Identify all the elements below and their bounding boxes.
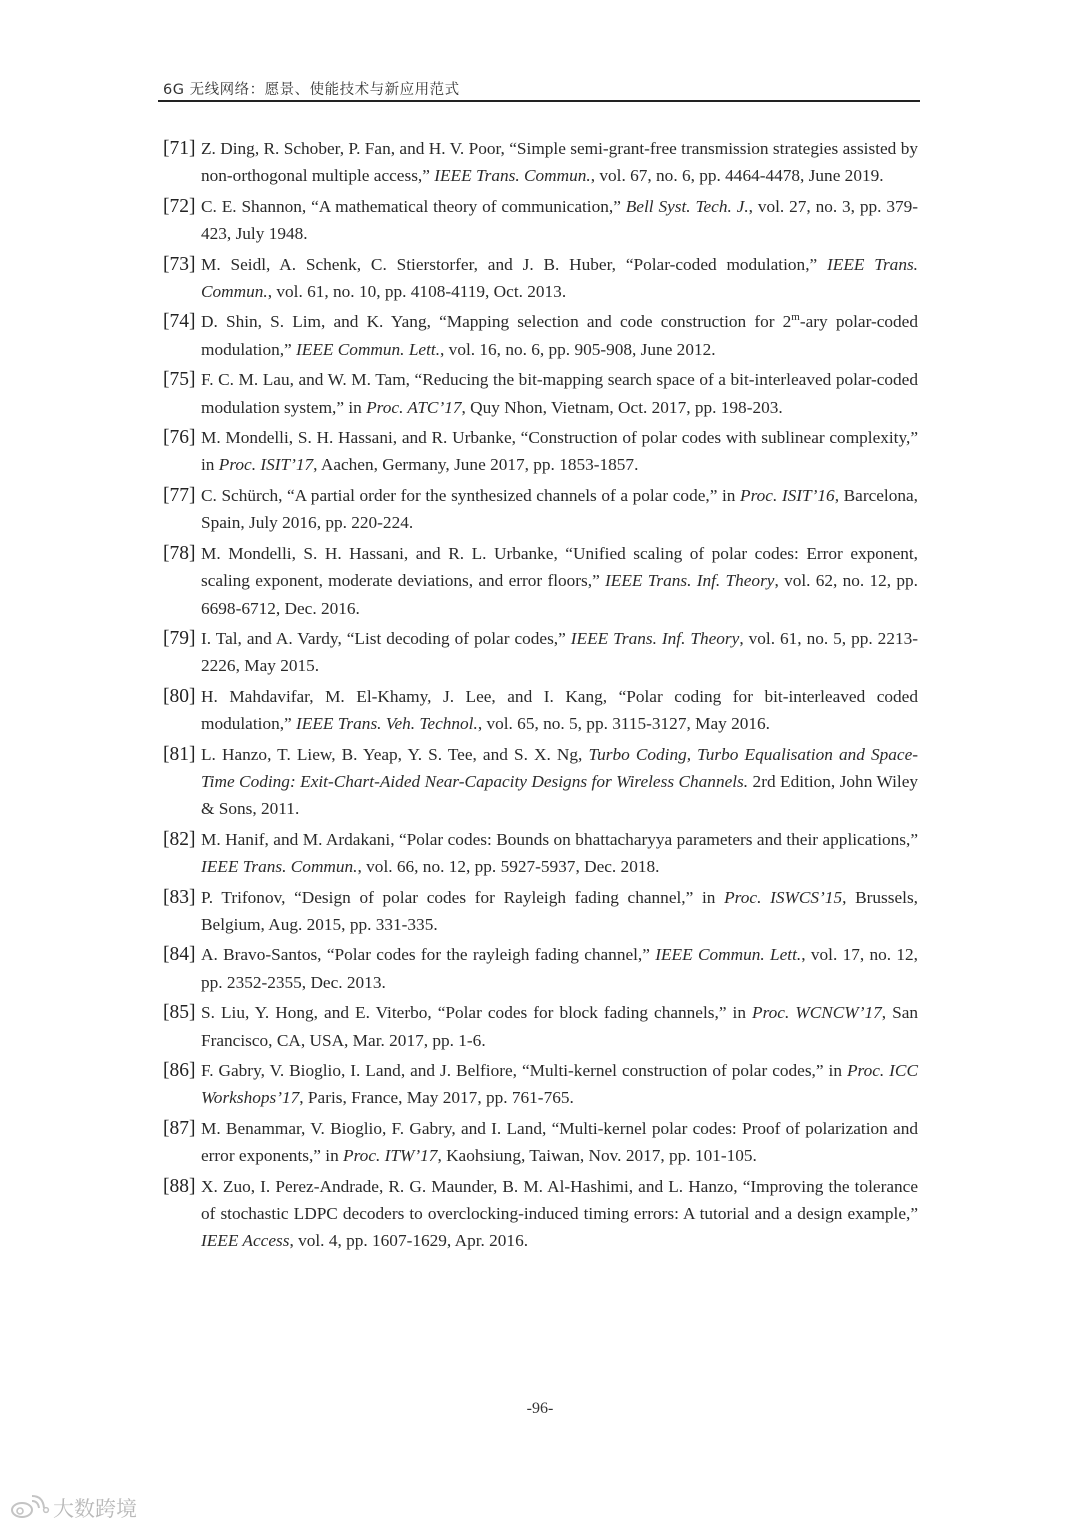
reference-item <box>163 1115 918 1170</box>
running-header: 6G 无线网络：愿景、使能技术与新应用范式 <box>163 82 460 98</box>
reference-venue: Proc. ISIT’16 <box>740 485 835 505</box>
reference-details: , Quy Nhon, Vietnam, Oct. 2017, pp. 198-203. <box>461 397 783 417</box>
reference-number: [72] <box>163 195 196 217</box>
reference-item <box>163 826 918 881</box>
reference-authors-title: M. Benammar, V. Bioglio, F. Gabry, and I. Land, “Multi-kernel polar codes: Proof of polarization and error exponents,” in <box>201 1118 918 1166</box>
reference-number: [73] <box>163 253 196 275</box>
reference-number: [82] <box>163 828 196 850</box>
header-rule <box>158 100 920 102</box>
reference-details: , vol. 61, no. 5, pp. 2213-2226, May 2015. <box>201 628 918 676</box>
watermark <box>10 1493 137 1523</box>
reference-details: , Aachen, Germany, June 2017, pp. 1853-1857. <box>313 455 639 475</box>
reference-superscript: m <box>791 311 800 324</box>
reference-number: [71] <box>163 138 196 159</box>
reference-venue: Proc. WCNCW’17 <box>752 1003 882 1023</box>
reference-authors-title: Z. Ding, R. Schober, P. Fan, and H. V. Poor, “Simple semi-grant-free transmission strategies assisted by non-orthogonal multiple access,” <box>201 139 918 186</box>
reference-number: [84] <box>163 944 196 966</box>
reference-venue: IEEE Trans. Commun. <box>201 254 919 302</box>
reference-item <box>163 193 918 248</box>
reference-item <box>163 135 918 190</box>
reference-authors-title: L. Hanzo, T. Liew, B. Yeap, Y. S. Tee, and S. X. Ng, <box>201 744 589 764</box>
reference-number: [77] <box>163 484 196 506</box>
reference-details: , Brussels, Belgium, Aug. 2015, pp. 331-335. <box>201 887 918 934</box>
reference-details: , San Francisco, CA, USA, Mar. 2017, pp. 1-6. <box>201 1003 919 1050</box>
reference-item <box>163 683 918 738</box>
reference-authors-title: H. Mahdavifar, M. El-Khamy, J. Lee, and I. Kang, “Polar coding for bit-interleaved coded modulation,” <box>201 686 918 734</box>
reference-details: , vol. 67, no. 6, pp. 4464-4478, June 2019. <box>590 166 884 186</box>
reference-venue: IEEE Commun. Lett. <box>296 339 441 359</box>
reference-venue: Proc. ISWCS’15 <box>724 887 843 907</box>
reference-details: 2rd Edition, John Wiley & Sons, 2011. <box>201 771 919 819</box>
reference-authors-title: M. Mondelli, S. H. Hassani, and R. L. Urbanke, “Unified scaling of polar codes: Error exponent, scaling exponent, moderate deviations, and error floors,” <box>201 543 918 591</box>
reference-number: [75] <box>163 369 196 391</box>
reference-authors-title: M. Hanif, and M. Ardakani, “Polar codes: Bounds on bhattacharyya parameters and their applications,” <box>201 829 918 849</box>
reference-number: [81] <box>163 743 196 765</box>
reference-item <box>163 540 918 622</box>
reference-details: , vol. 4, pp. 1607-1629, Apr. 2016. <box>289 1231 529 1251</box>
reference-authors-title: M. Mondelli, S. H. Hassani, and R. Urbanke, “Construction of polar codes with sublinear complexity,” in <box>201 428 918 475</box>
reference-details: , vol. 66, no. 12, pp. 5927-5937, Dec. 2018. <box>357 857 660 877</box>
reference-number: [85] <box>163 1002 196 1024</box>
reference-number: [78] <box>163 542 196 564</box>
reference-item <box>163 1173 918 1255</box>
reference-authors-title: C. Schürch, “A partial order for the synthesized channels of a polar code,” in <box>201 485 741 505</box>
reference-item <box>163 424 918 479</box>
page-number: -96- <box>526 1400 554 1417</box>
reference-details: , vol. 27, no. 3, pp. 379-423, July 1948. <box>201 196 919 244</box>
reference-authors-title: P. Trifonov, “Design of polar codes for Rayleigh fading channel,” in <box>201 887 725 907</box>
reference-authors-title: F. Gabry, V. Bioglio, I. Land, and J. Belfiore, “Multi-kernel construction of polar codes,” in <box>201 1061 847 1080</box>
reference-authors-title: D. Shin, S. Lim, and K. Yang, “Mapping selection and code construction for 2 <box>201 312 792 332</box>
reference-venue: IEEE Trans. Commun. <box>434 166 591 186</box>
reference-item <box>163 625 918 680</box>
reference-number: [76] <box>163 427 196 449</box>
reference-authors-title: C. E. Shannon, “A mathematical theory of communication,” <box>201 196 626 216</box>
reference-details: , vol. 61, no. 10, pp. 4108-4119, Oct. 2013. <box>267 282 567 302</box>
reference-authors-title: F. C. M. Lau, and W. M. Tam, “Reducing the bit-mapping search space of a bit-interleaved polar-coded modulation system,” in <box>201 370 918 417</box>
reference-item <box>163 366 918 421</box>
reference-authors-title: I. Tal, and A. Vardy, “List decoding of polar codes,” <box>201 628 571 648</box>
reference-number: [86] <box>163 1060 196 1081</box>
reference-venue: Proc. ITW’17 <box>343 1146 438 1166</box>
reference-venue: IEEE Trans. Veh. Technol. <box>296 714 478 734</box>
reference-list <box>163 135 918 1258</box>
reference-details: , vol. 17, no. 12, pp. 2352-2355, Dec. 2013. <box>201 945 919 992</box>
reference-venue: IEEE Trans. Inf. Theory <box>570 628 740 648</box>
reference-item <box>163 251 918 306</box>
reference-authors-title: M. Seidl, A. Schenk, C. Stierstorfer, and J. B. Huber, “Polar-coded modulation,” <box>201 254 828 274</box>
reference-venue: IEEE Trans. Commun. <box>201 857 358 877</box>
reference-item <box>163 999 918 1054</box>
reference-number: [83] <box>163 886 196 908</box>
reference-item <box>163 884 918 939</box>
reference-authors-title: A. Bravo-Santos, “Polar codes for the rayleigh fading channel,” <box>201 945 656 965</box>
reference-item <box>163 308 918 363</box>
reference-title-continued: -ary polar-coded modulation,” <box>201 312 918 359</box>
reference-venue: Turbo Coding, Turbo Equalisation and Space-Time Coding: Exit-Chart-Aided Near-Capacity Designs for Wireless Channels. <box>201 744 918 791</box>
reference-item <box>163 1057 918 1112</box>
reference-venue: IEEE Trans. Inf. Theory <box>605 571 775 591</box>
reference-details: , Kaohsiung, Taiwan, Nov. 2017, pp. 101-105. <box>437 1146 757 1166</box>
reference-authors-title: S. Liu, Y. Hong, and E. Viterbo, “Polar codes for block fading channels,” in <box>201 1003 753 1023</box>
reference-number: [88] <box>163 1175 196 1197</box>
reference-number: [80] <box>163 685 196 707</box>
reference-venue: Proc. ICC Workshops’17 <box>201 1061 918 1108</box>
reference-item <box>163 941 918 996</box>
reference-venue: Proc. ATC’17 <box>366 397 462 417</box>
reference-number: [87] <box>163 1117 196 1139</box>
reference-details: , vol. 16, no. 6, pp. 905-908, June 2012. <box>440 339 716 359</box>
reference-item <box>163 741 918 823</box>
reference-number: [79] <box>163 627 196 649</box>
weibo-logo-icon <box>10 1495 50 1521</box>
reference-details: , Paris, France, May 2017, pp. 761-765. <box>299 1088 574 1108</box>
watermark-text: 大数跨境 <box>53 1497 137 1521</box>
reference-venue: IEEE Commun. Lett. <box>655 945 802 965</box>
reference-venue: IEEE Access <box>201 1231 290 1251</box>
reference-authors-title: X. Zuo, I. Perez-Andrade, R. G. Maunder, B. M. Al-Hashimi, and L. Hanzo, “Improving the tolerance of stochastic LDPC decoders to overclocking-induced timing errors: A tutorial and a design example,” <box>201 1176 918 1224</box>
reference-venue: Bell Syst. Tech. J. <box>625 196 749 216</box>
reference-venue: Proc. ISIT’17 <box>218 455 314 475</box>
reference-details: , vol. 62, no. 12, pp. 6698-6712, Dec. 2016. <box>201 571 918 618</box>
reference-details: , vol. 65, no. 5, pp. 3115-3127, May 2016. <box>477 714 770 734</box>
reference-number: [74] <box>163 311 196 333</box>
reference-item <box>163 482 918 537</box>
reference-details: , Barcelona, Spain, July 2016, pp. 220-224. <box>201 485 918 533</box>
